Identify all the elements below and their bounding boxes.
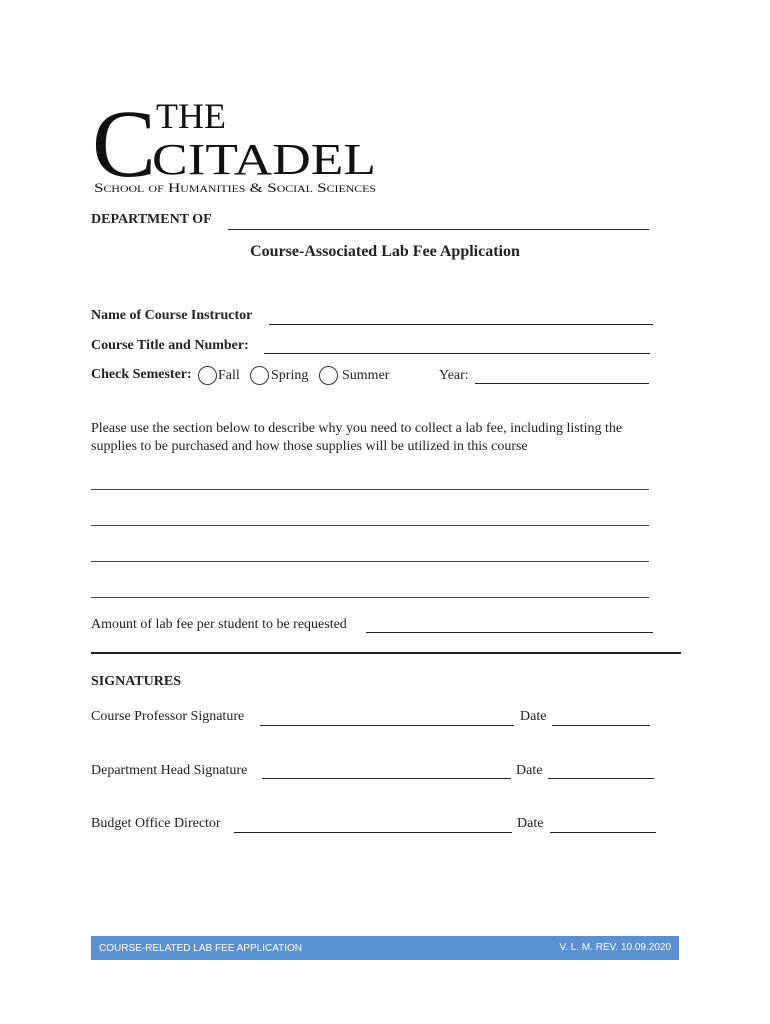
- department-label: DEPARTMENT OF: [91, 212, 212, 227]
- instructor-field[interactable]: [269, 324, 653, 325]
- spring-label: Spring: [271, 368, 309, 383]
- semester-label: Check Semester:: [91, 367, 192, 382]
- course-label: Course Title and Number:: [91, 338, 249, 353]
- year-label: Year:: [439, 368, 469, 383]
- professor-signature-field[interactable]: [260, 725, 514, 726]
- amount-label: Amount of lab fee per student to be requested: [91, 617, 347, 632]
- dept-head-signature-label: Department Head Signature: [91, 763, 248, 778]
- summer-label: Summer: [342, 368, 390, 383]
- professor-date-field[interactable]: [552, 725, 650, 726]
- footer-title: COURSE-RELATED LAB FEE APPLICATION: [99, 943, 303, 954]
- professor-signature-label: Course Professor Signature: [91, 709, 245, 724]
- signatures-heading: SIGNATURES: [91, 674, 181, 689]
- description-line-1[interactable]: [91, 489, 649, 490]
- description-line-2[interactable]: [91, 525, 649, 526]
- logo-the: THE: [156, 96, 226, 136]
- fall-label: Fall: [218, 368, 240, 383]
- logo-citadel: CITADEL: [152, 135, 376, 184]
- description-line-3[interactable]: [91, 561, 649, 562]
- budget-director-signature-field[interactable]: [234, 832, 512, 833]
- fall-radio[interactable]: [198, 366, 217, 385]
- budget-director-signature-label: Budget Office Director: [91, 816, 221, 831]
- dept-head-date-label: Date: [516, 763, 543, 778]
- logo-subtitle: School of Humanities & Social Sciences: [94, 180, 376, 195]
- course-field[interactable]: [264, 353, 650, 354]
- footer-bar: [91, 936, 679, 960]
- svg-text:C: C: [92, 94, 157, 197]
- instructions-text: Please use the section below to describe why you need to collect a lab fee, including listing the supplies to be purchased and how those supplies will be utilized in this course: [91, 421, 623, 454]
- dept-head-date-field[interactable]: [548, 778, 654, 779]
- summer-radio[interactable]: [319, 366, 338, 385]
- budget-director-date-label: Date: [517, 816, 544, 831]
- citadel-logo: [92, 94, 382, 198]
- description-line-4[interactable]: [91, 597, 649, 598]
- amount-field[interactable]: [366, 632, 653, 633]
- spring-radio[interactable]: [250, 366, 269, 385]
- section-divider: [91, 652, 681, 654]
- footer-revision: V. L. M. REV. 10.09.2020: [559, 942, 671, 953]
- dept-head-signature-field[interactable]: [262, 778, 511, 779]
- instructor-label: Name of Course Instructor: [91, 308, 253, 323]
- year-field[interactable]: [475, 383, 649, 384]
- budget-director-date-field[interactable]: [550, 832, 656, 833]
- department-field[interactable]: [228, 229, 649, 230]
- form-title: Course-Associated Lab Fee Application: [250, 243, 520, 260]
- professor-date-label: Date: [520, 709, 547, 724]
